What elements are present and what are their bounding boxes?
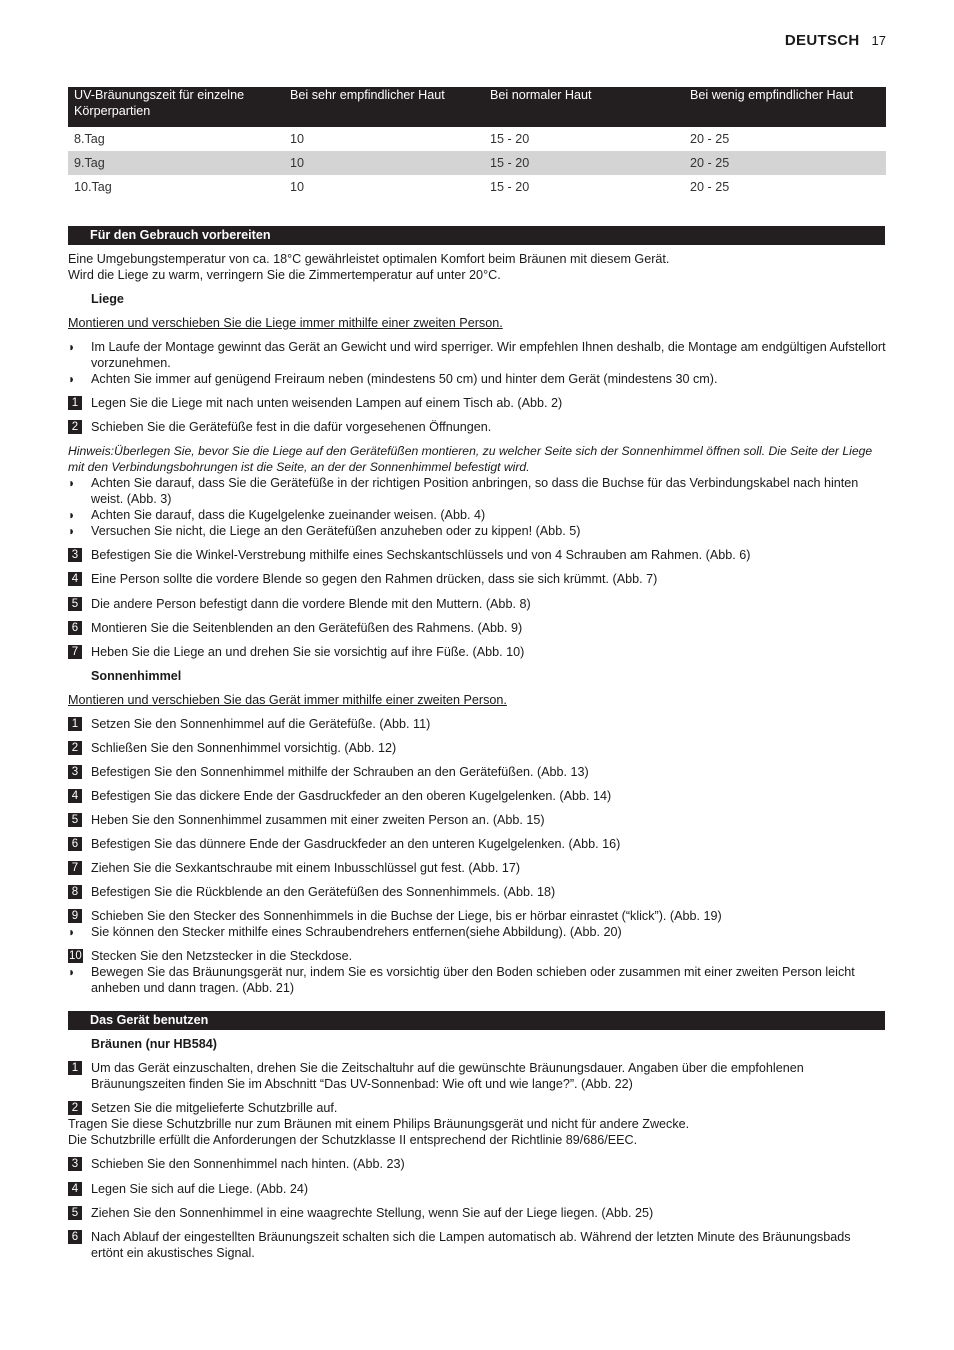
table-cell: 20 - 25 [690,132,730,146]
table-cell: 9.Tag [68,151,284,175]
bullet-icon: ◗ [68,524,76,538]
paragraph: Tragen Sie diese Schutzbrille nur zum Bräunen mit einem Philips Bräunungsgerät und nicht für andere Zwecke. [68,1117,690,1131]
step-number: 6 [68,1230,82,1244]
step-number: 5 [68,597,82,611]
step-number: 1 [68,717,82,731]
step-item: 1 Legen Sie die Liege mit nach unten weisenden Lampen auf einem Tisch ab. (Abb. 2) [68,395,886,411]
table-cell: 20 - 25 [684,151,886,175]
step-number: 9 [68,909,82,923]
underlined-note: Montieren und verschieben Sie die Liege immer mithilfe einer zweiten Person. [68,316,503,330]
step-item: 3 Befestigen Sie den Sonnenhimmel mithilfe der Schrauben an den Gerätefüßen. (Abb. 13) [68,764,886,780]
step-number: 2 [68,420,82,434]
table-row [68,175,886,199]
step-item: 7 Heben Sie die Liege an und drehen Sie sie vorsichtig auf ihre Füße. (Abb. 10) [68,644,886,660]
language-label: DEUTSCH [784,32,860,49]
underlined-note: Montieren und verschieben Sie das Gerät immer mithilfe einer zweiten Person. [68,693,507,707]
table-header-row [68,87,886,127]
table-cell: 15 - 20 [484,151,684,175]
step-item: 10 Stecken Sie den Netzstecker in die Steckdose. [69,949,353,963]
section-heading-prepare: Für den Gebrauch vorbereiten [68,226,885,245]
step-number: 7 [68,645,82,659]
bullet-icon: ◗ [68,925,76,939]
table-cell: 20 - 25 [690,180,730,194]
step-item: 4 Eine Person sollte die vordere Blende so gegen den Rahmen drücken, dass sie sich krümmt. (Abb. 7) [68,571,886,587]
subheading-sonnenhimmel: Sonnenhimmel [91,669,182,683]
step-item: 2 Schließen Sie den Sonnenhimmel vorsichtig. (Abb. 12) [68,740,886,756]
step-item: 6 Befestigen Sie das dünnere Ende der Gasdruckfeder an den unteren Kugelgelenken. (Abb. 16) [68,836,886,852]
step-number: 4 [68,1182,82,1196]
list-item: ◗ Achten Sie immer auf genügend Freiraum neben (mindestens 50 cm) und hinter dem Gerät (mindestens 30 cm). [68,372,718,386]
bullet-icon: ◗ [68,372,76,386]
step-item: 9 Schieben Sie den Stecker des Sonnenhimmels in die Buchse der Liege, bis er hörbar einrastet (“klick”). (Abb. 19) [68,908,886,924]
step-item: 2 Setzen Sie die mitgelieferte Schutzbrille auf. [68,1100,886,1116]
step-number: 3 [68,765,82,779]
page-number: 17 [871,33,886,48]
step-item: 6 Montieren Sie die Seitenblenden an den Gerätefüßen des Rahmens. (Abb. 9) [68,620,886,636]
table-cell: 10.Tag [74,180,112,194]
bullet-icon: ◗ [68,508,76,522]
step-item: 4 Befestigen Sie das dickere Ende der Gasdruckfeder an den oberen Kugelgelenken. (Abb. 14) [68,788,886,804]
step-number: 2 [68,1101,82,1115]
bullet-icon: ◗ [68,476,76,490]
table-cell: 10 [290,180,305,194]
step-number: 7 [68,861,82,875]
step-number: 2 [68,741,82,755]
step-item: 1 Setzen Sie den Sonnenhimmel auf die Gerätefüße. (Abb. 11) [68,716,886,732]
bullet-icon: ◗ [68,340,76,354]
page-header [785,33,886,49]
table-row [68,151,886,175]
step-number: 8 [68,885,82,899]
bullet-icon: ◗ [68,965,76,979]
table-cell: 15 - 20 [490,132,530,146]
table-header: Bei sehr empfindlicher Haut [284,87,484,127]
list-item: ◗ Versuchen Sie nicht, die Liege an den Gerätefüßen anzuheben oder zu kippen! (Abb. 5) [68,524,581,538]
step-number: 4 [68,572,82,586]
step-item: 5 Die andere Person befestigt dann die vordere Blende mit den Muttern. (Abb. 8) [68,596,886,612]
table-cell: 10 [290,132,305,146]
step-item: 1 Um das Gerät einzuschalten, drehen Sie die Zeitschaltuhr auf die gewünschte Bräunungsdauer. Angaben über die empfohlenen Bräunungszeiten finden Sie im Abschnitt “Das UV-Sonnenbad: Wie oft und wie lange?”. (Abb. 22) [68,1060,886,1092]
tanning-time-table [68,87,886,199]
step-item: 5 Heben Sie den Sonnenhimmel zusammen mit einer zweiten Person an. (Abb. 15) [68,812,886,828]
step-item: 2 Schieben Sie die Gerätefüße fest in die dafür vorgesehenen Öffnungen. [68,419,886,435]
table-row [68,127,886,151]
step-number: 10 [69,950,82,962]
table-header: Bei wenig empfindlicher Haut [684,87,886,127]
step-number: 1 [68,1061,82,1075]
step-item: 3 Befestigen Sie die Winkel-Verstrebung mithilfe eines Sechskantschlüssels und von 4 Schrauben am Rahmen. (Abb. 6) [68,547,886,563]
step-item: 4 Legen Sie sich auf die Liege. (Abb. 24) [68,1181,886,1197]
list-item: ◗ Achten Sie darauf, dass Sie die Gerätefüße in der richtigen Position anbringen, so dass die Buchse für das Verbindungskabel nach hinten weist. (Abb. 3) [68,476,859,506]
list-item: ◗ Achten Sie darauf, dass die Kugelgelenke zueinander weisen. (Abb. 4) [68,508,486,522]
step-number: 4 [68,789,82,803]
step-number: 3 [68,1157,82,1171]
step-number: 6 [68,621,82,635]
step-number: 1 [68,396,82,410]
table-cell: 10 [284,151,484,175]
step-item: 5 Ziehen Sie den Sonnenhimmel in eine waagrechte Stellung, wenn Sie auf der Liege liegen. (Abb. 25) [68,1205,886,1221]
table-header: UV-Bräunungszeit für einzelne Körperpartien [68,87,284,127]
table-cell: 8.Tag [74,132,105,146]
step-number: 5 [68,813,82,827]
paragraph: Die Schutzbrille erfüllt die Anforderungen der Schutzklasse II entsprechend der Richtlinie 89/686/EEC. [68,1133,638,1147]
section-heading-use: Das Gerät benutzen [68,1011,885,1030]
step-number: 5 [68,1206,82,1220]
paragraph: Eine Umgebungstemperatur von ca. 18°C gewährleistet optimalen Komfort beim Bräunen mit diesem Gerät. [68,252,670,266]
table-header: Bei normaler Haut [484,87,684,127]
step-number: 3 [68,548,82,562]
step-item: 6 Nach Ablauf der eingestellten Bräunungszeit schalten sich die Lampen automatisch ab. Während der letzten Minute des Bräunungsbads ertönt ein akustisches Signal. [68,1229,886,1261]
step-item: 8 Befestigen Sie die Rückblende an den Gerätefüßen des Sonnenhimmels. (Abb. 18) [68,884,886,900]
step-item: 7 Ziehen Sie die Sexkantschraube mit einem Inbusschlüssel gut fest. (Abb. 17) [68,860,886,876]
step-item: 3 Schieben Sie den Sonnenhimmel nach hinten. (Abb. 23) [68,1156,886,1172]
paragraph: Wird die Liege zu warm, verringern Sie die Zimmertemperatur auf unter 20°C. [68,268,501,282]
hint-note: Hinweis:Überlegen Sie, bevor Sie die Liege auf den Gerätefüßen montieren, zu welcher Seite sich der Sonnenhimmel öffnen soll. Die Seite der Liege mit den Verbindungsbohrungen ist die Seite, an der der Sonnenhimmel befestigt wird. [68,444,873,474]
subheading-liege: Liege [91,292,124,306]
list-item: ◗ Im Laufe der Montage gewinnt das Gerät an Gewicht und wird sperriger. Wir empfehlen Ihnen deshalb, die Montage am endgültigen Aufstellort vorzunehmen. [68,340,886,370]
step-number: 6 [68,837,82,851]
table-cell: 15 - 20 [490,180,530,194]
list-item: ◗ Sie können den Stecker mithilfe eines Schraubendrehers entfernen(siehe Abbildung). (Abb. 20) [68,925,622,939]
list-item: ◗ Bewegen Sie das Bräunungsgerät nur, indem Sie es vorsichtig über den Boden schieben oder zusammen mit einer zweiten Person leicht anheben und dann tragen. (Abb. 21) [68,965,855,995]
subheading-braeunen: Bräunen (nur HB584) [91,1037,217,1051]
